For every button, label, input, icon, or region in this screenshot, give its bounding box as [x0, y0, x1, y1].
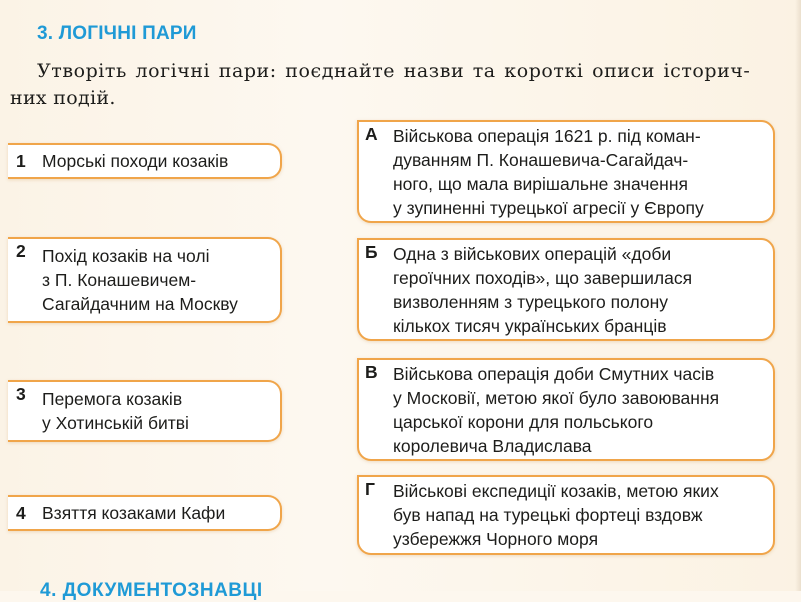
event-number: 2 [16, 241, 26, 261]
description-item-b[interactable] [357, 238, 775, 341]
description-letter: Г [365, 479, 375, 499]
description-letter: А [365, 124, 378, 144]
event-number: 1 [16, 151, 26, 171]
description-text: Військова операція доби Смутних часів у Московії, метою якої було завоювання царської корони для польського королевича Владислава [393, 363, 720, 456]
description-text: Одна з військових операцій «доби героїчних походів», що завершилася визволенням з турецького полону кількох тисяч українських бранців [393, 243, 693, 336]
instruction-line-2: них подій. [10, 87, 116, 109]
event-number: 3 [16, 384, 26, 404]
event-label: Похід козаків на чолі з П. Конашевичем- Сагайдачним на Москву [42, 246, 238, 314]
event-item-2[interactable] [8, 237, 282, 323]
event-label: Перемога козаків у Хотинській битві [42, 389, 189, 433]
instruction-text [10, 58, 780, 112]
section-title: 3. ЛОГІЧНІ ПАРИ [37, 23, 197, 44]
event-number: 4 [16, 503, 26, 523]
event-item-4[interactable] [8, 495, 282, 531]
next-section-title-cut: 4. ДОКУМЕНТОЗНАВЦІ [40, 580, 263, 601]
description-text: Військова операція 1621 р. під коман- дуванням П. Конашевича-Сагайдач- ного, що мала вирішальне значення у зупиненні турецької агресії у Європу [393, 125, 704, 218]
event-item-1[interactable] [8, 143, 282, 179]
description-text: Військові експедиції козаків, метою яких був напад на турецькі фортеці вздовж узбережжя Чорного моря [393, 481, 719, 549]
page-edge-shadow [795, 0, 801, 591]
event-label: Морські походи козаків [42, 151, 229, 171]
description-letter: В [365, 362, 378, 382]
instruction-line-1: Утворіть логічні пари: поєднайте назви та короткі описи історич- [37, 60, 751, 82]
description-item-v[interactable] [357, 358, 775, 461]
description-letter: Б [365, 242, 378, 262]
event-item-3[interactable] [8, 380, 282, 442]
description-item-a[interactable] [357, 120, 775, 223]
description-item-g[interactable] [357, 475, 775, 555]
event-label: Взяття козаками Кафи [42, 503, 226, 523]
